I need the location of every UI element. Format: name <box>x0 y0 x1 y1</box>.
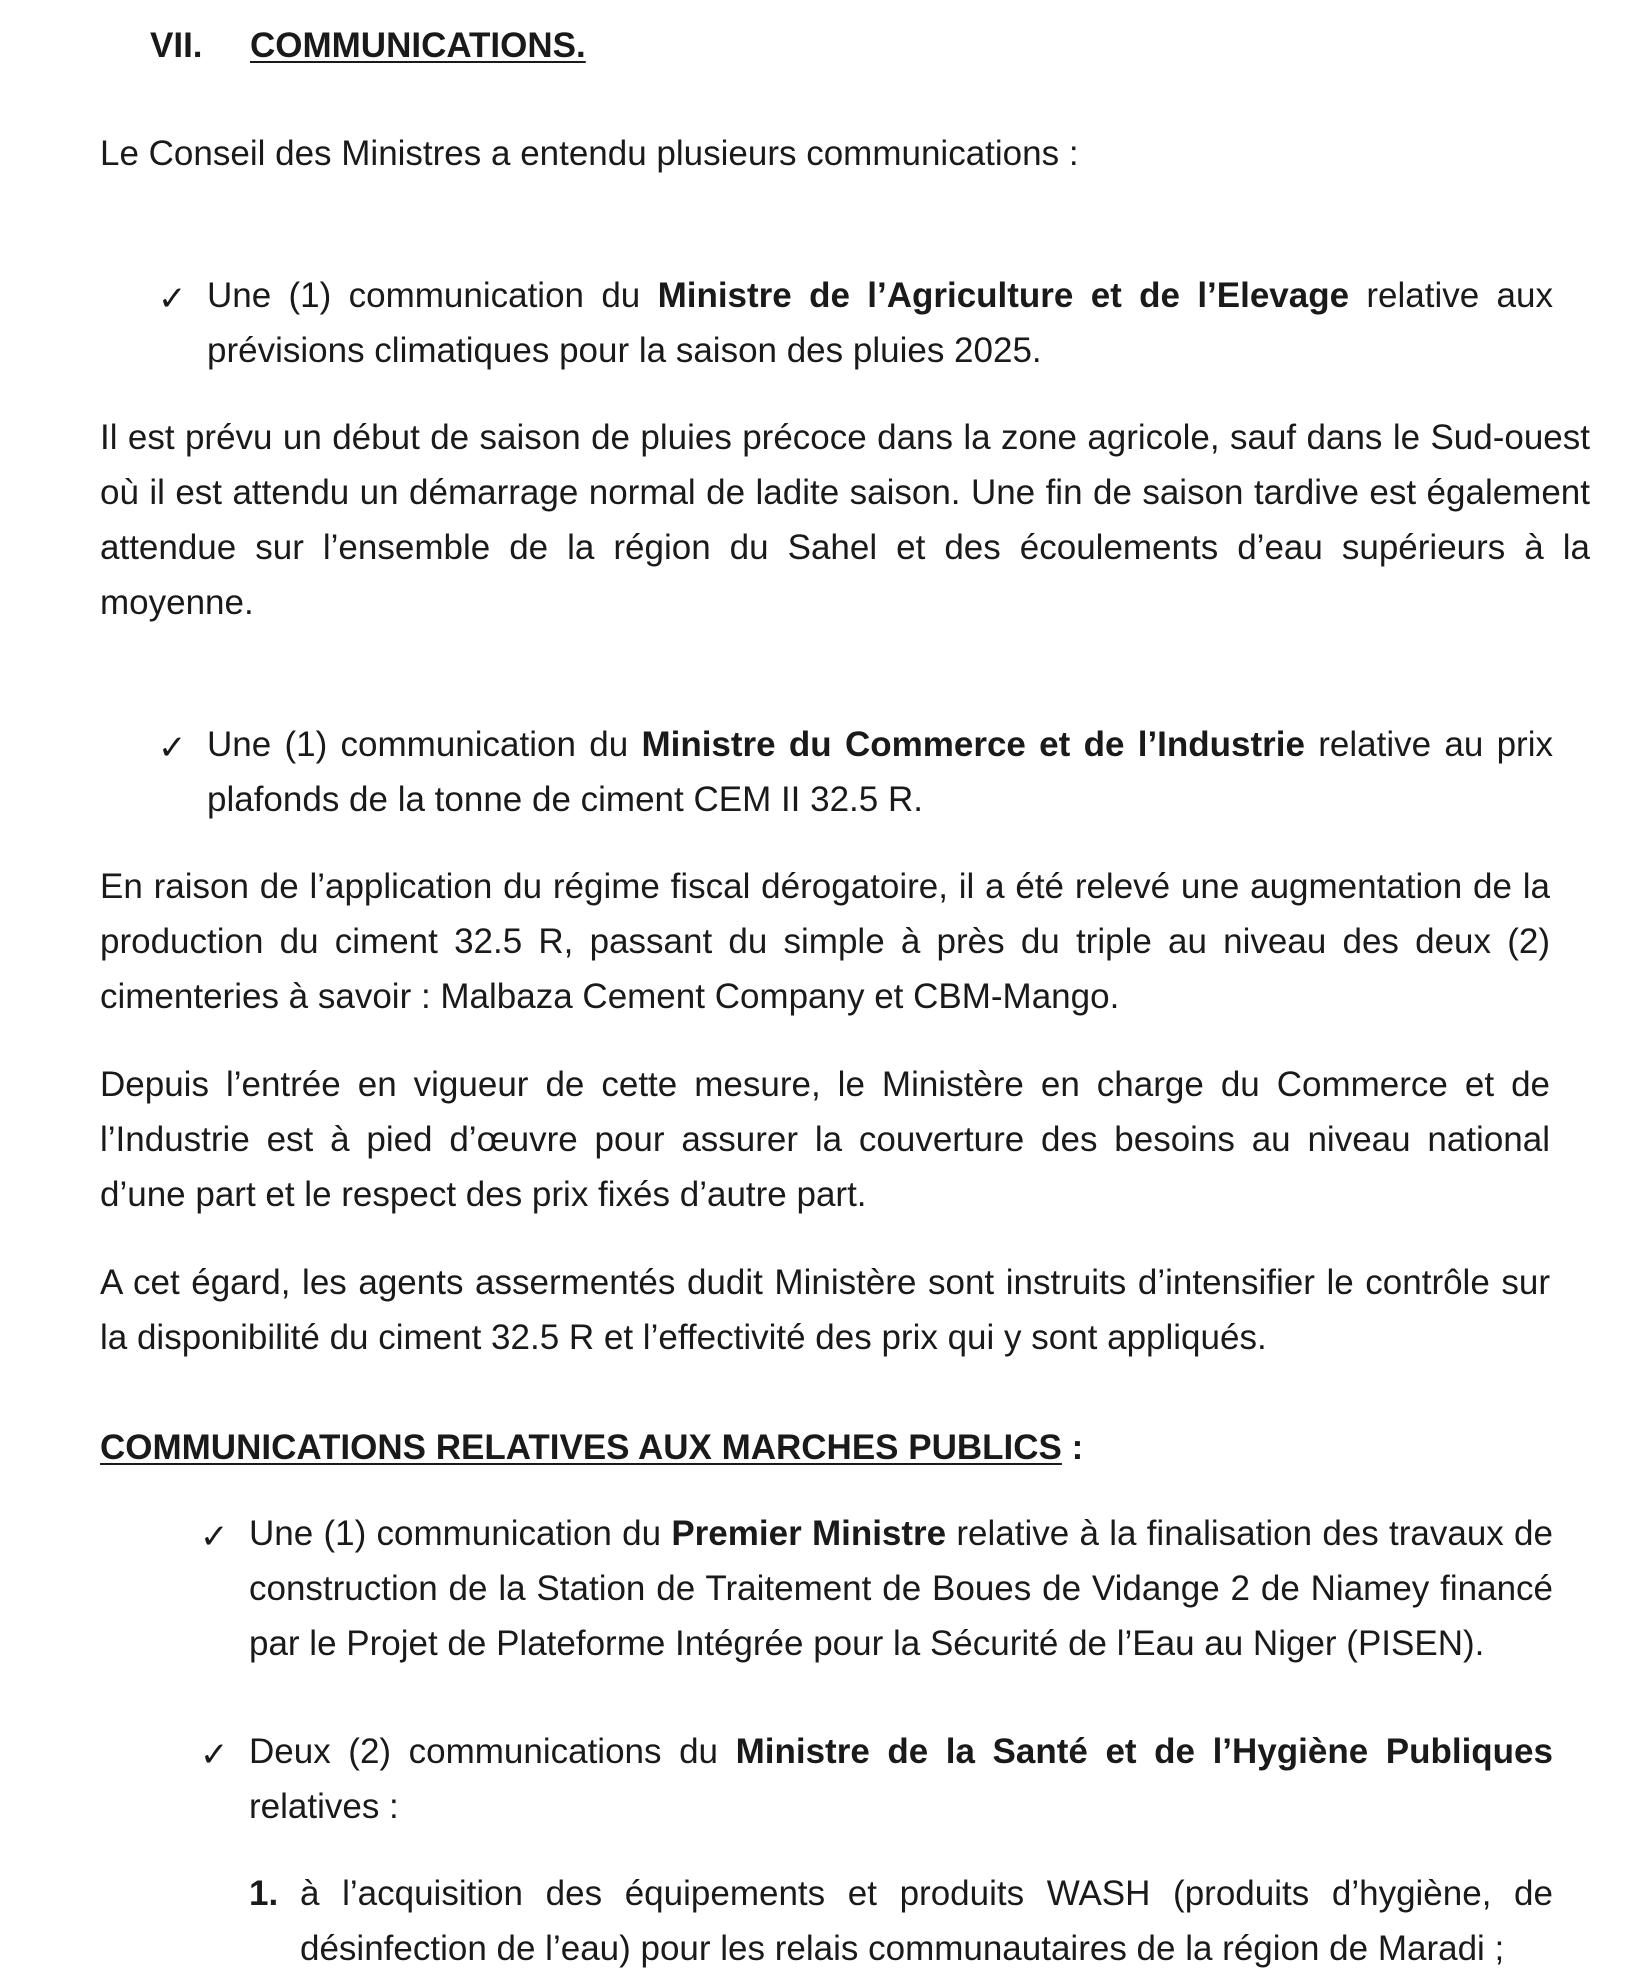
section-number: VII. <box>150 26 203 65</box>
paragraph-ministry-action: Depuis l’entrée en vigueur de cette mesure, le Ministère en charge du Commerce et de l’Industrie est à pied d’œuvre pour assurer la couverture des besoins au niveau national d’une part et le respect des prix fixés d’autre part. <box>100 1065 1550 1214</box>
item-prefix: Deux (2) communications du <box>249 1732 736 1771</box>
sub-item-number: 1. <box>249 1874 279 1913</box>
marches-item-sante <box>249 1724 1553 1834</box>
section-heading <box>150 18 586 73</box>
checkmark-icon: ✓ <box>200 1518 229 1556</box>
item-suffix: relative au prix plafonds de la tonne de ciment CEM II 32.5 R. <box>207 725 1553 819</box>
marches-heading-suffix: : <box>1061 1428 1084 1467</box>
section-title: COMMUNICATIONS. <box>250 26 586 65</box>
item-prefix: Une (1) communication du <box>207 725 642 764</box>
item-suffix: relative aux prévisions climatiques pour la saison des pluies 2025. <box>207 276 1553 370</box>
checkmark-icon: ✓ <box>158 280 187 318</box>
marches-item-premier-ministre <box>249 1506 1553 1671</box>
paragraph-cement-production: En raison de l’application du régime fiscal dérogatoire, il a été relevé une augmentation de la production du ciment 32.5 R, passant du simple à près du triple au niveau des deux (2) cimenteries à savoir : Malbaza Cement Company et CBM-Mango. <box>100 867 1550 1016</box>
item-suffix: relatives : <box>249 1787 399 1826</box>
communication-item-agriculture <box>207 268 1553 378</box>
checkmark-icon: ✓ <box>200 1736 229 1774</box>
sub-item-wash: à l’acquisition des équipements et produits WASH (produits d’hygiène, de désinfection de l’eau) pour les relais communautaires de la région de Maradi ; <box>300 1874 1553 1968</box>
communication-item-commerce <box>207 717 1553 827</box>
intro-paragraph: Le Conseil des Ministres a entendu plusieurs communications : <box>100 134 1079 173</box>
paragraph-climate: Il est prévu un début de saison de pluies précoce dans la zone agricole, sauf dans le Sud-ouest où il est attendu un démarrage normal de ladite saison. Une fin de saison tardive est également attendue sur l’ensemble de la région du Sahel et des écoulements d’eau supérieurs à la moyenne. <box>100 418 1590 622</box>
marches-heading-text: COMMUNICATIONS RELATIVES AUX MARCHES PUBLICS <box>100 1428 1062 1467</box>
item-minister: Ministre du Commerce et de l’Industrie <box>641 725 1305 764</box>
marches-publics-heading <box>100 1420 1590 1475</box>
item-prefix: Une (1) communication du <box>207 276 658 315</box>
paragraph-control: A cet égard, les agents assermentés dudit Ministère sont instruits d’intensifier le contrôle sur la disponibilité du ciment 32.5 R et l’effectivité des prix qui y sont appliqués. <box>100 1263 1550 1357</box>
item-minister: Premier Ministre <box>671 1514 947 1553</box>
item-minister: Ministre de la Santé et de l’Hygiène Publiques <box>735 1732 1553 1771</box>
item-prefix: Une (1) communication du <box>249 1514 672 1553</box>
checkmark-icon: ✓ <box>158 729 187 767</box>
item-suffix: relative à la finalisation des travaux de construction de la Station de Traitement de Boues de Vidange 2 de Niamey financé par le Projet de Plateforme Intégrée pour la Sécurité de l’Eau au Niger (PISEN). <box>249 1514 1553 1663</box>
item-minister: Ministre de l’Agriculture et de l’Elevage <box>657 276 1350 315</box>
